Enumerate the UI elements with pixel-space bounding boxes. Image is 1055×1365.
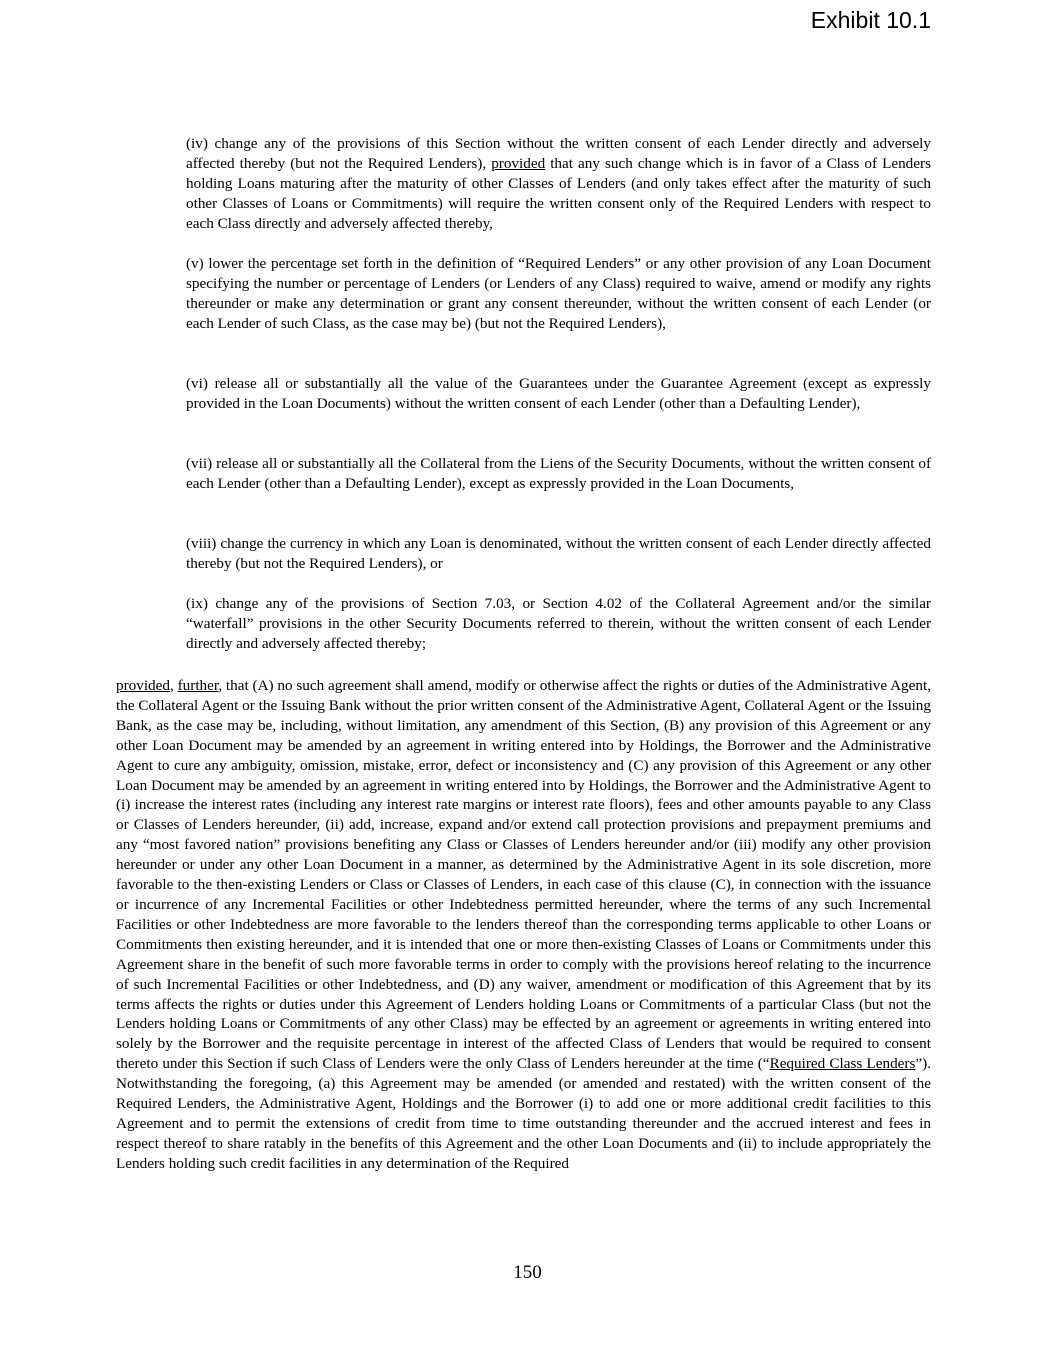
proviso-tail: ”). Notwithstanding the foregoing, (a) this Agreement may be amended (or amended and restated) with the written consent of the Required Lenders, the Administrative Agent, Holdings and the Borrower (i) to add one or more additional credit facilities to this Agreement and to permit the extensions of credit from time to time outstanding thereunder and the accrued interest and fees in respect thereof to share ratably in the benefits of this Agreement and the other Loan Documents and (ii) to include appropriately the Lenders holding such credit facilities in any determination of the Required <box>116 1055 931 1172</box>
page-number: 150 <box>513 1262 542 1283</box>
clause-ix: (ix) change any of the provisions of Section 7.03, or Section 4.02 of the Collateral Agreement and/or the similar “waterfall” provisions in the other Security Documents referred to therein, without the written consent of each Lender directly and adversely affected thereby; <box>186 595 931 652</box>
clause-vi: (vi) release all or substantially all the value of the Guarantees under the Guarantee Agreement (except as expressly provided in the Loan Documents) without the written consent of each Lender (other than a Defaulting Lender), <box>186 375 931 412</box>
clause-iv-provided: provided <box>491 154 546 172</box>
clause-vii: (vii) release all or substantially all the Collateral from the Liens of the Security Documents, without the written consent of each Lender (other than a Defaulting Lender), except as expressly provided in the Loan Documents, <box>186 455 931 492</box>
proviso-body: , that (A) no such agreement shall amend, modify or otherwise affect the rights or duties of the Administrative Agent, the Collateral Agent or the Issuing Bank without the prior written consent of the Administrative Agent, Collateral Agent or the Issuing Bank, as the case may be, including, without limitation, any amendment of this Section, (B) any provision of this Agreement or any other Loan Document may be amended by an agreement in writing entered into by Holdings, the Borrower and the Administrative Agent to cure any ambiguity, omission, mistake, error, defect or inconsistency and (C) any provision of this Agreement or any other Loan Document may be amended by an agreement in writing entered into by Holdings, the Borrower and the Administrative Agent to (i) increase the interest rates (including any interest rate margins or interest rate floors), fees and other amounts payable to any Class or Classes of Lenders hereunder, (ii) add, increase, expand and/or extend call protection provisions and prepayment premiums and any “most favored nation” provisions benefiting any Class or Classes of Lenders hereunder and/or (iii) modify any other provision hereunder or under any other Loan Document in a manner, as determined by the Administrative Agent in its sole discretion, more favorable to the then-existing Lenders or Class or Classes of Lenders, in each case of this clause (C), in connection with the issuance or incurrence of any Incremental Facilities or other Indebtedness permitted hereunder, where the terms of any such Incremental Facilities or other Indebtedness are more favorable to the lenders thereof than the corresponding terms applicable to other Loans or Commitments then existing hereunder, and it is intended that one or more then-existing Classes of Loans or Commitments under this Agreement share in the benefit of such more favorable terms in order to comply with the provisions hereof relating to the incurrence of such Incremental Facilities or other Indebtedness, and (D) any waiver, amendment or modification of this Agreement that by its terms affects the rights or duties under this Agreement of Lenders holding Loans or Commitments of a particular Class (but not the Lenders holding Loans or Commitments of any other Class) may be effected by an agreement or agreements in writing entered into solely by the Borrower and the requisite percentage in interest of the affected Class of Lenders that would be required to consent thereto under this Section if such Class of Lenders were the only Class of Lenders hereunder at the time (“ <box>116 677 931 1073</box>
proviso-sep: , <box>170 677 178 694</box>
proviso-provided: provided <box>116 677 170 694</box>
exhibit-label: Exhibit 10.1 <box>810 7 931 33</box>
clause-viii: (viii) change the currency in which any Loan is denominated, without the written consent of each Lender directly affected thereby (but not the Required Lenders), or <box>186 535 931 572</box>
clause-v: (v) lower the percentage set forth in the definition of “Required Lenders” or any other provision of any Loan Document specifying the number or percentage of Lenders (or Lenders of any Class) required to waive, amend or modify any rights thereunder or make any determination or grant any consent thereunder, without the written consent of each Lender (or each Lender of such Class, as the case may be) (but not the Required Lenders), <box>186 255 931 332</box>
clause-iv-post: that any such change which is in favor of a Class of Lenders holding Loans maturing after the maturity of other Classes of Lenders (and only takes effect after the maturity of such other Classes of Loans or Commitments) will require the written consent only of the Required Lenders with respect to each Class directly and adversely affected thereby, <box>186 154 931 232</box>
proviso-paragraph <box>116 676 931 1174</box>
clause-iv-pre: (iv) change any of the provisions of this Section without the written consent of each Lender directly and adversely affected thereby (but not the Required Lenders), <box>186 135 931 172</box>
clause-iv <box>186 134 931 234</box>
proviso-further: further <box>177 677 219 694</box>
required-class-lenders-term: Required Class Lenders <box>769 1055 916 1073</box>
